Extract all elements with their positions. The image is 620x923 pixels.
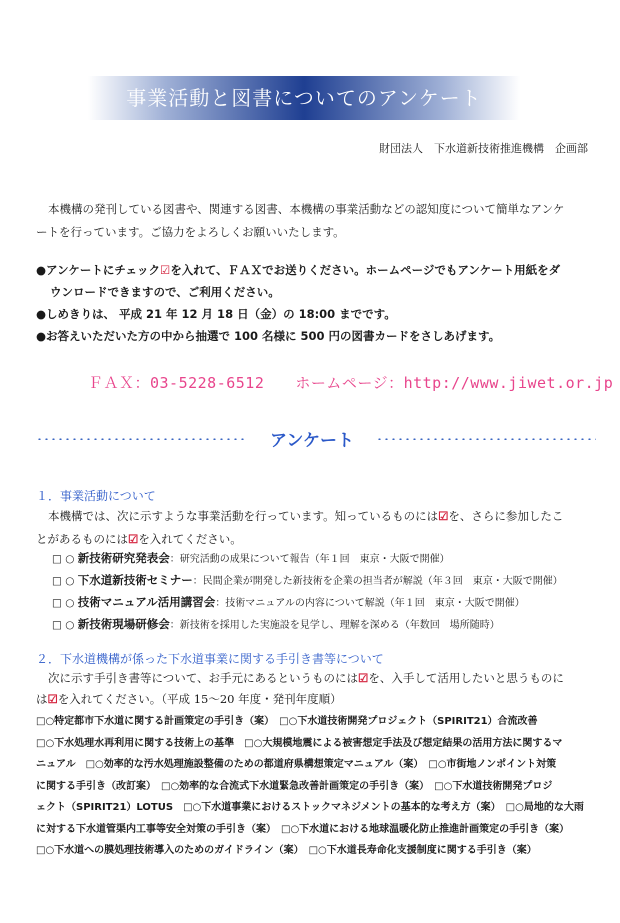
guidebook-line[interactable]: ェクト（SPIRIT21）LOTUS □○下水道事業におけるストックマネジメントの基本的な考え方（案） □○局地的な大雨 xyxy=(36,802,584,813)
activity-desc: ：研究活動の成果について報告（年１回 東京・大阪で開催） xyxy=(169,554,450,565)
activity-name: 新技術現場研修会 xyxy=(77,617,170,631)
checkbox-pair[interactable]: □ ○ xyxy=(52,575,78,587)
guidebook-line[interactable]: □○下水道への膜処理技術導入のためのガイドライン（案） □○下水道長寿命化支援制度に関する手引き（案） xyxy=(36,845,537,856)
checkbox-pair[interactable]: □ ○ xyxy=(52,597,78,609)
instruction-bullets xyxy=(36,259,560,347)
checkbox-pair[interactable]: □ ○ xyxy=(52,619,78,631)
activity-item[interactable] xyxy=(52,592,563,614)
activity-desc: ：新技術を採用した実施設を見学し、理解を深める（年数回 場所随時） xyxy=(169,620,500,631)
page-title: 事業活動と図書についてのアンケート xyxy=(126,86,482,110)
desc-text: を、さらに参加したこ xyxy=(448,509,564,523)
section2-description xyxy=(36,668,564,710)
activity-list xyxy=(52,548,563,636)
activity-name: 新技術研究発表会 xyxy=(77,551,170,565)
bullet-text: ●アンケートにチェック xyxy=(36,263,160,277)
survey-title-banner xyxy=(88,76,520,120)
intro-line-2: ートを行っています。ご協力をよろしくお願いいたします。 xyxy=(36,225,345,239)
check-mark-icon: ☑ xyxy=(47,692,58,706)
desc-text: を入れてください。 xyxy=(138,532,242,546)
activity-desc: ：技術マニュアルの内容について解説（年１回 東京・大阪で開催） xyxy=(215,598,525,609)
organization-name: 財団法人 下水道新技術推進機構 企画部 xyxy=(379,142,588,155)
desc-text: を、入手して活用したいと思うものに xyxy=(368,671,564,685)
section1-description xyxy=(36,505,563,551)
guidebook-line[interactable]: □○特定都市下水道に関する計画策定の手引き（案） □○下水道技術開発プロジェクト（SPIRIT21）合流改善 xyxy=(36,716,538,727)
bullet-fax xyxy=(36,259,560,281)
section2-heading: ２．下水道機構が係った下水道事業に関する手引き書等について xyxy=(36,652,384,666)
checkbox-pair[interactable]: □ ○ xyxy=(52,553,78,565)
check-mark-icon: ☑ xyxy=(128,532,139,546)
activity-item[interactable] xyxy=(52,614,563,636)
activity-item[interactable] xyxy=(52,548,563,570)
desc-text: とがあるものには xyxy=(36,532,128,546)
section1-heading: １．事業活動について xyxy=(36,489,156,503)
bullet-text: を入れて、ＦＡＸでお送りください。ホームページでもアンケート用紙をダ xyxy=(170,263,561,277)
activity-item[interactable] xyxy=(52,570,563,592)
check-mark-icon: ☑ xyxy=(438,509,449,523)
contact-info[interactable]: ＦＡＸ：03-5228-6512 ホームページ：http://www.jiwet.or.jp xyxy=(88,374,614,392)
activity-name: 技術マニュアル活用講習会 xyxy=(77,595,216,609)
intro-line-1: 本機構の発刊している図書や、関連する図書、本機構の事業活動などの認知度について簡単なアンケ xyxy=(48,202,565,216)
guidebook-line[interactable]: ニュアル □○効率的な汚水処理施設整備のための都道府県構想策定マニュアル（案） □○市街地ノンポイント対策 xyxy=(36,759,557,770)
guidebook-line[interactable]: □○下水処理水再利用に関する技術上の基準 □○大規模地震による被害想定手法及び想定結果の活用方法に関するマ xyxy=(36,737,563,749)
bullet-fax-cont: ウンロードできますので、ご利用ください。 xyxy=(50,285,280,299)
desc-text: を入れてください。（平成 15～20 年度・発刊年度順） xyxy=(57,692,342,706)
desc-text: 次に示す手引き書等について、お手元にあるというものには xyxy=(48,671,359,685)
divider-title: アンケート xyxy=(270,431,354,451)
intro-paragraph xyxy=(36,198,564,244)
check-mark-icon: ☑ xyxy=(358,671,369,685)
activity-desc: ：民間企業が開発した新技術を企業の担当者が解説（年３回 東京・大阪で開催） xyxy=(192,576,563,587)
desc-text: 本機構では、次に示すような事業活動を行っています。知っているものには xyxy=(48,509,439,523)
bullet-deadline: ●しめきりは、 平成 21 年 12 月 18 日（金）の 18:00 までです。 xyxy=(36,307,396,321)
activity-name: 下水道新技術セミナー xyxy=(77,573,193,587)
check-mark-icon: ☑ xyxy=(160,263,171,277)
dotted-line-left xyxy=(36,438,248,440)
survey-divider xyxy=(36,426,596,466)
guidebook-line[interactable]: に関する手引き（改訂案） □○効率的な合流式下水道緊急改善計画策定の手引き（案） □○下水道技術開発プロジ xyxy=(36,780,553,792)
guidebook-line[interactable]: に対する下水道管渠内工事等安全対策の手引き（案） □○下水道における地球温暖化防止推進計画策定の手引き（案） xyxy=(36,823,570,835)
bullet-prize: ●お答えいただいた方の中から抽選で 100 名様に 500 円の図書カードをさしあげます。 xyxy=(36,329,501,343)
dotted-line-right xyxy=(376,438,596,440)
guidebook-list xyxy=(36,711,602,862)
desc-text: は xyxy=(36,692,48,706)
